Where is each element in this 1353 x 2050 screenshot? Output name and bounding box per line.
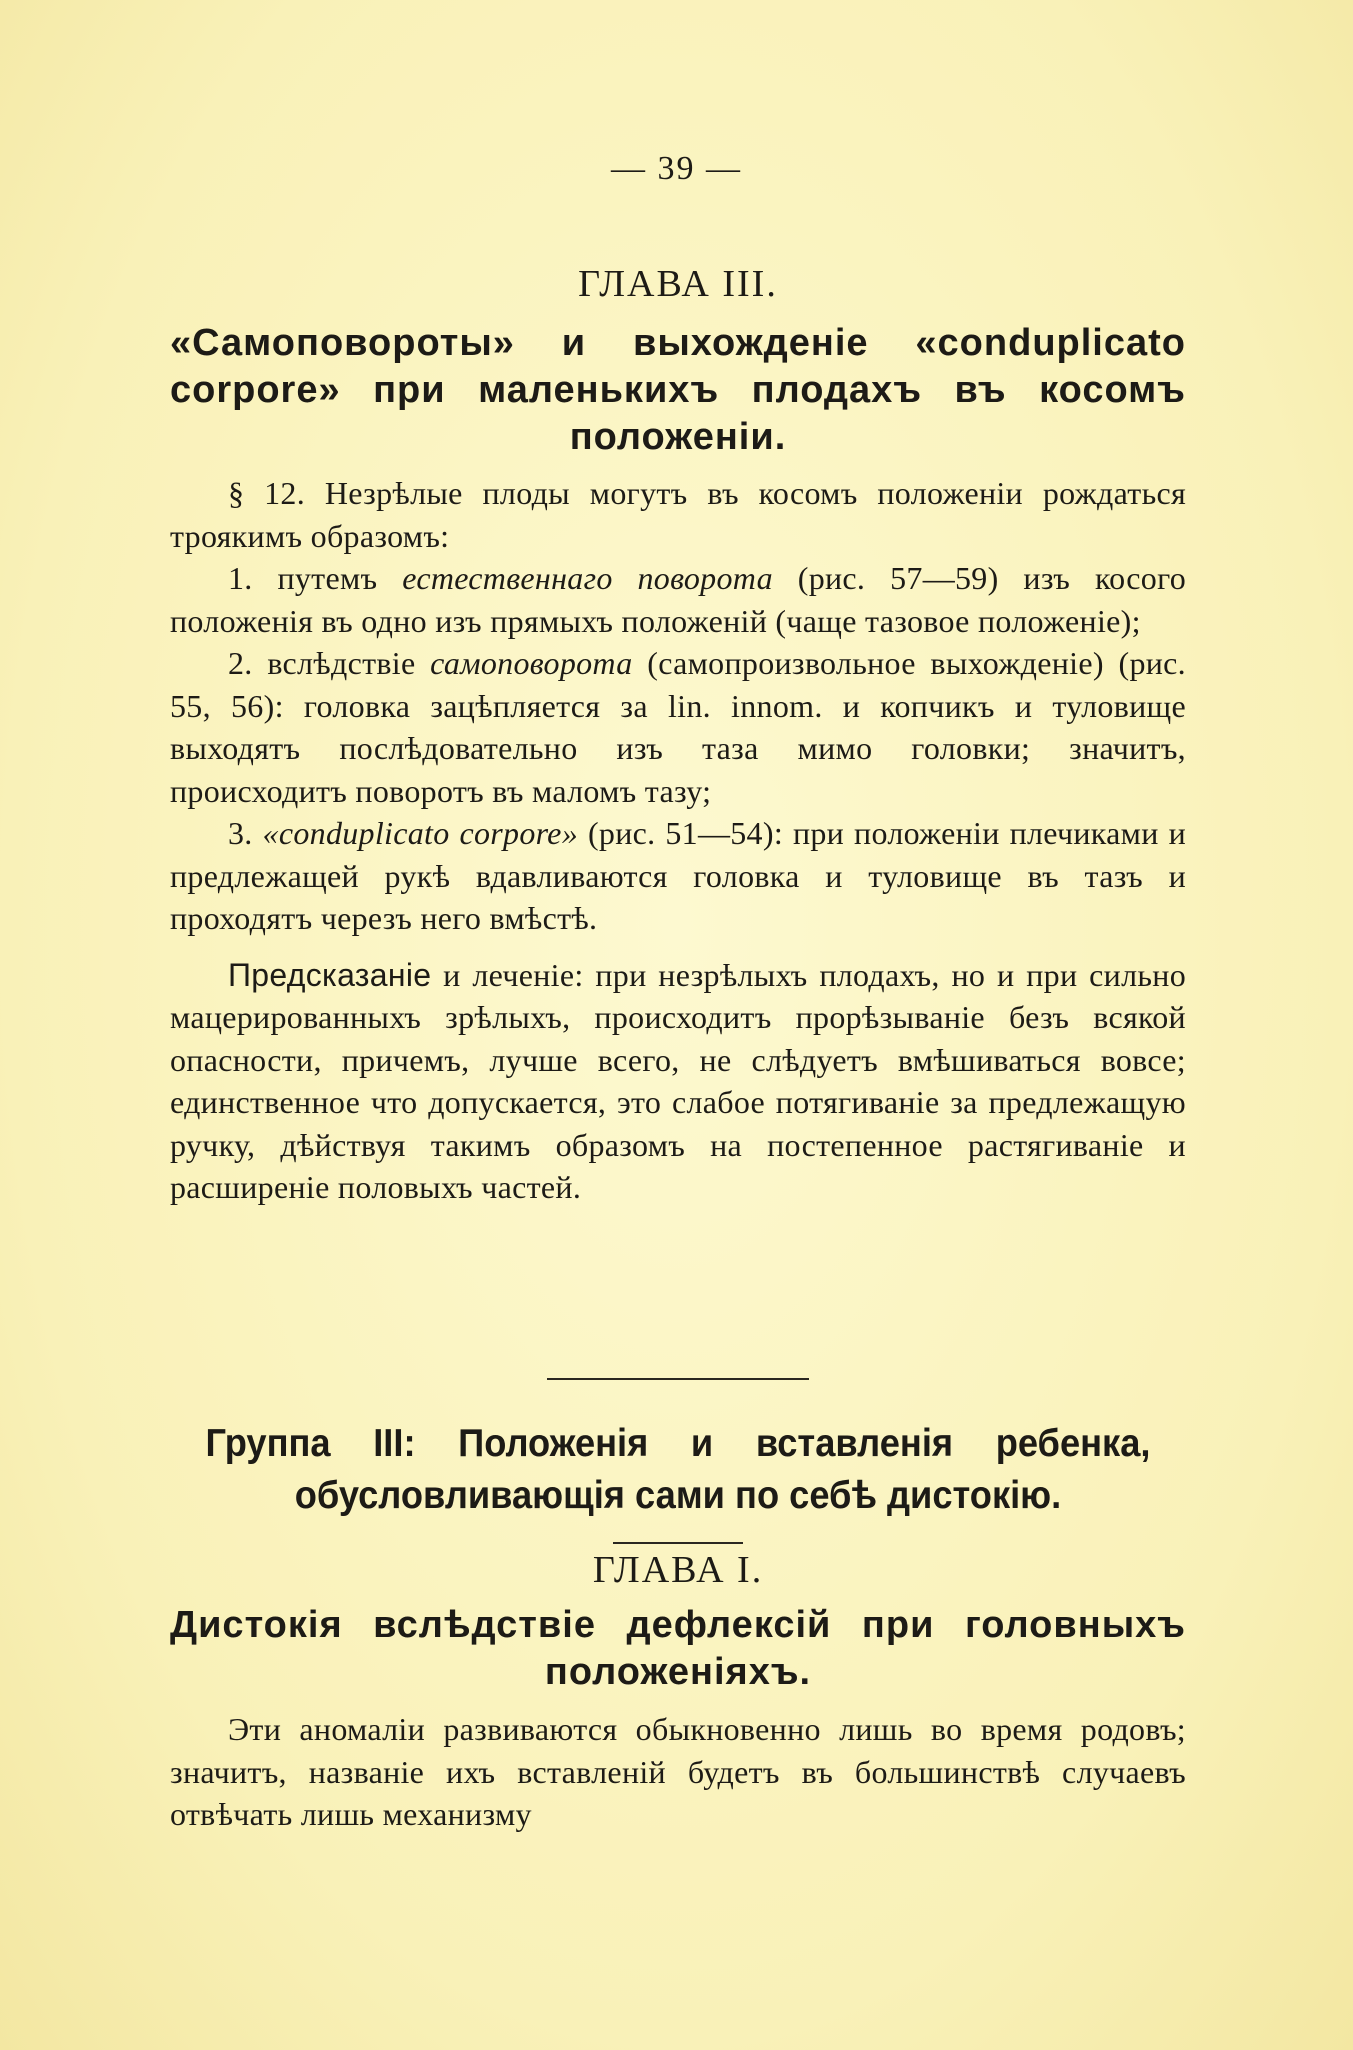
divider-block <box>170 1378 1186 1380</box>
chapter-label: ГЛАВА I. <box>592 1549 764 1591</box>
chapter-1-block <box>170 1548 1186 1836</box>
italic-term: самоповорота <box>430 645 633 681</box>
list-item-3: 3. «conduplicato corpore» (рис. 51—54): при положеніи плечиками и предлежащей рукѣ вдавливаются головка и туловище въ тазъ и проходятъ черезъ него вмѣстѣ. <box>170 815 1187 936</box>
italic-term: «conduplicato corpore» <box>262 815 578 851</box>
page-number: — 39 — <box>611 150 742 187</box>
chapter-label: ГЛАВА III. <box>578 263 778 305</box>
divider-rule <box>613 1542 743 1544</box>
list-item-1: 1. путемъ естественнаго поворота (рис. 57—59) изъ косого положенія въ одно изъ прямыхъ положеній (чаще тазовое положеніе); <box>170 560 1186 639</box>
group-title: Группа III: Положенія и вставленія ребенка, обусловливающія сами по себѣ дистокію. <box>205 1422 1151 1517</box>
chapter-title: Дистокія вслѣдствіе дефлексій при головныхъ положеніяхъ. <box>170 1604 1186 1693</box>
chapter-3-block <box>170 262 1186 461</box>
section-intro: § 12. Незрѣлые плоды могутъ въ косомъ положеніи рождаться троякимъ образомъ: <box>170 475 1186 554</box>
divider-rule <box>547 1378 809 1380</box>
prognosis-paragraph: Предсказаніе и леченіе: при незрѣлыхъ плодахъ, но и при сильно мацерированныхъ зрѣлыхъ, происходитъ прорѣзываніе безъ всякой опасности, причемъ, лучше всего, не слѣдуетъ вмѣшиваться вовсе; единственное что допускается, это слабое потягиваніе за предлежащую ручку, дѣйствуя такимъ образомъ на постепенное растягиваніе и расширеніе половыхъ частей. <box>170 956 1186 1205</box>
list-item-2: 2. вслѣдствіе самоповорота (самопроизвольное выхожденіе) (рис. 55, 56): головка зацѣпляется за lin. innom. и копчикъ и туловище выходятъ послѣдовательно изъ таза мимо головки; значитъ, происходитъ поворотъ въ маломъ тазу; <box>170 645 1186 809</box>
section-12 <box>170 472 1186 1209</box>
group-3-block <box>170 1418 1186 1544</box>
prognosis-label: Предсказаніе <box>228 956 432 993</box>
chapter-text: Эти аномаліи развиваются обыкновенно лишь во время родовъ; значитъ, названіе ихъ вставленій будетъ въ большинствѣ случаевъ отвѣчать лишь механизму <box>170 1711 1186 1832</box>
chapter-title: «Самоповороты» и выхожденіе «conduplicato corpore» при маленькихъ плодахъ въ косомъ положеніи. <box>170 322 1186 458</box>
italic-term: естественнаго поворота <box>402 560 773 596</box>
